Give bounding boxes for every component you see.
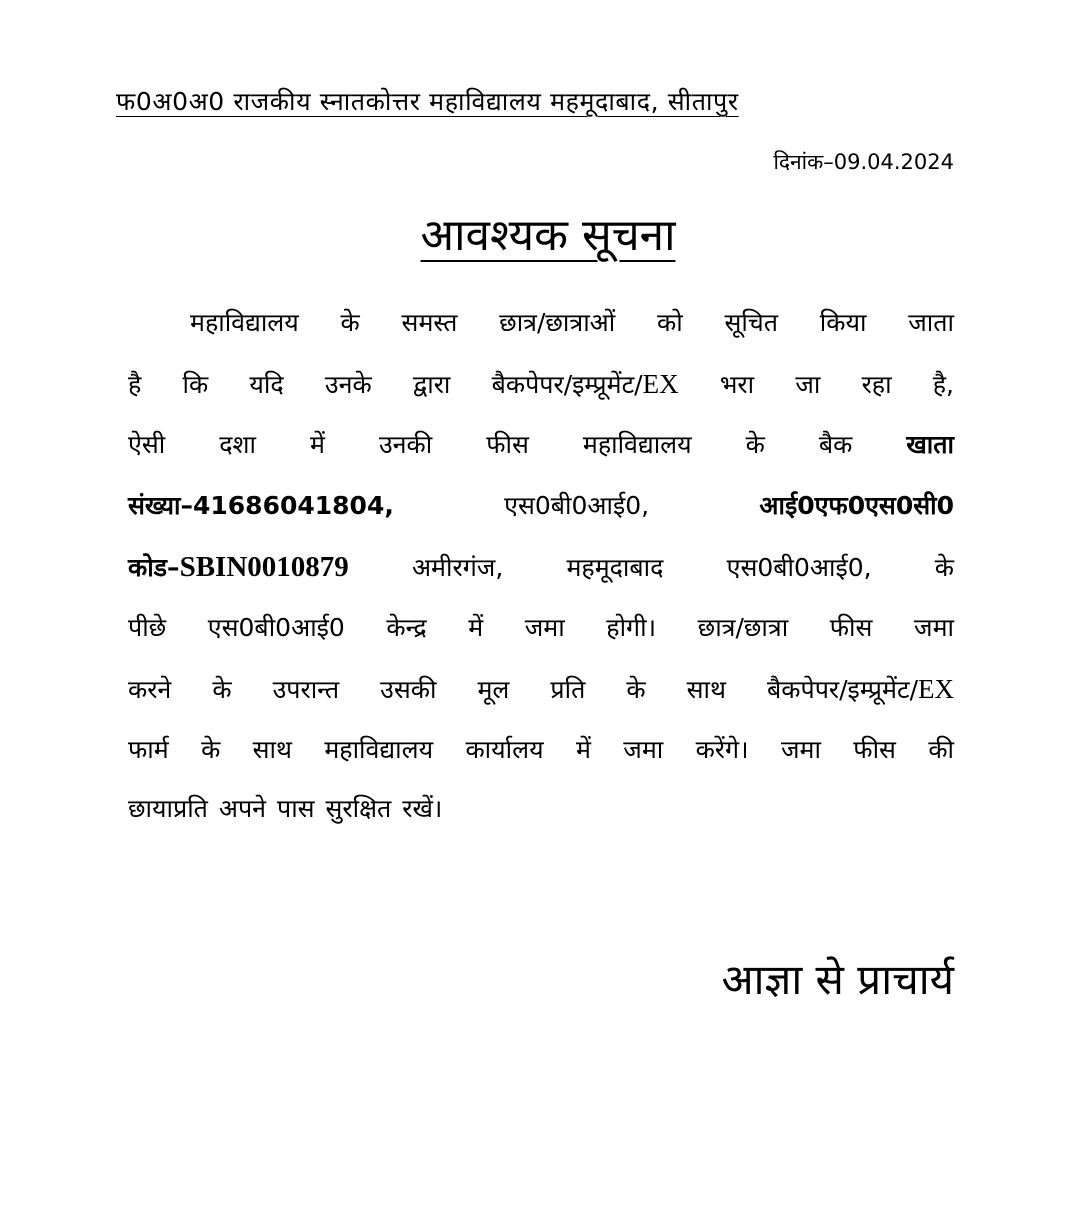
notice-title bbox=[0, 203, 1066, 263]
body-line-8: फार्म के साथ महाविद्यालय कार्यालय में जमा करेंगे। जमा फीस की bbox=[128, 735, 954, 764]
branch-text: अमीरगंज, महमूदाबाद एस0बी0आई0, के bbox=[348, 553, 954, 582]
account-word: खाता bbox=[906, 430, 954, 459]
body-line-6: पीछे एस0बी0आई0 केन्द्र में जमा होगी। छात्र/छात्रा फीस जमा bbox=[128, 613, 954, 642]
bank-name: एस0बी0आई0, bbox=[393, 491, 760, 520]
ex-text: EX bbox=[918, 674, 954, 704]
body-line-7-text: करने के उपरान्त उसकी मूल प्रति के साथ बैकपेपर/इम्प्रूमेंट/ bbox=[128, 675, 918, 704]
notice-date: दिनांक–09.04.2024 bbox=[773, 150, 954, 174]
code-label: कोड– bbox=[128, 553, 180, 582]
body-line-3-text: ऐसी दशा में उनकी फीस महाविद्यालय के बैक bbox=[128, 430, 907, 459]
body-line-2-end: भरा जा रहा है, bbox=[678, 370, 954, 399]
body-line-9: छायाप्रति अपने पास सुरक्षित रखें। bbox=[128, 794, 443, 823]
ifsc-label: आई0एफ0एस0सी0 bbox=[759, 491, 954, 520]
body-line-1: महाविद्यालय के समस्त छात्र/छात्राओं को सूचित किया जाता bbox=[190, 308, 954, 337]
body-line-2 bbox=[128, 364, 954, 404]
account-number: संख्या–41686041804, bbox=[128, 491, 394, 520]
notice-title-text: आवश्यक सूचना bbox=[420, 210, 676, 261]
body-line-2-text: है कि यदि उनके द्वारा बैकपेपर/इम्प्रूमेंट/ bbox=[128, 370, 643, 399]
body-line-3 bbox=[128, 425, 954, 465]
body-line-7 bbox=[128, 669, 954, 709]
institution-header: फ0अ0अ0 राजकीय स्नातकोत्तर महाविद्यालय महमूदाबाद, सीतापुर bbox=[116, 87, 739, 116]
ex-text: EX bbox=[642, 369, 679, 399]
principal-signature: आज्ञा से प्राचार्य bbox=[721, 955, 954, 1004]
ifsc-code: SBIN0010879 bbox=[179, 551, 349, 583]
body-line-5 bbox=[128, 547, 954, 587]
body-line-4 bbox=[128, 486, 954, 526]
